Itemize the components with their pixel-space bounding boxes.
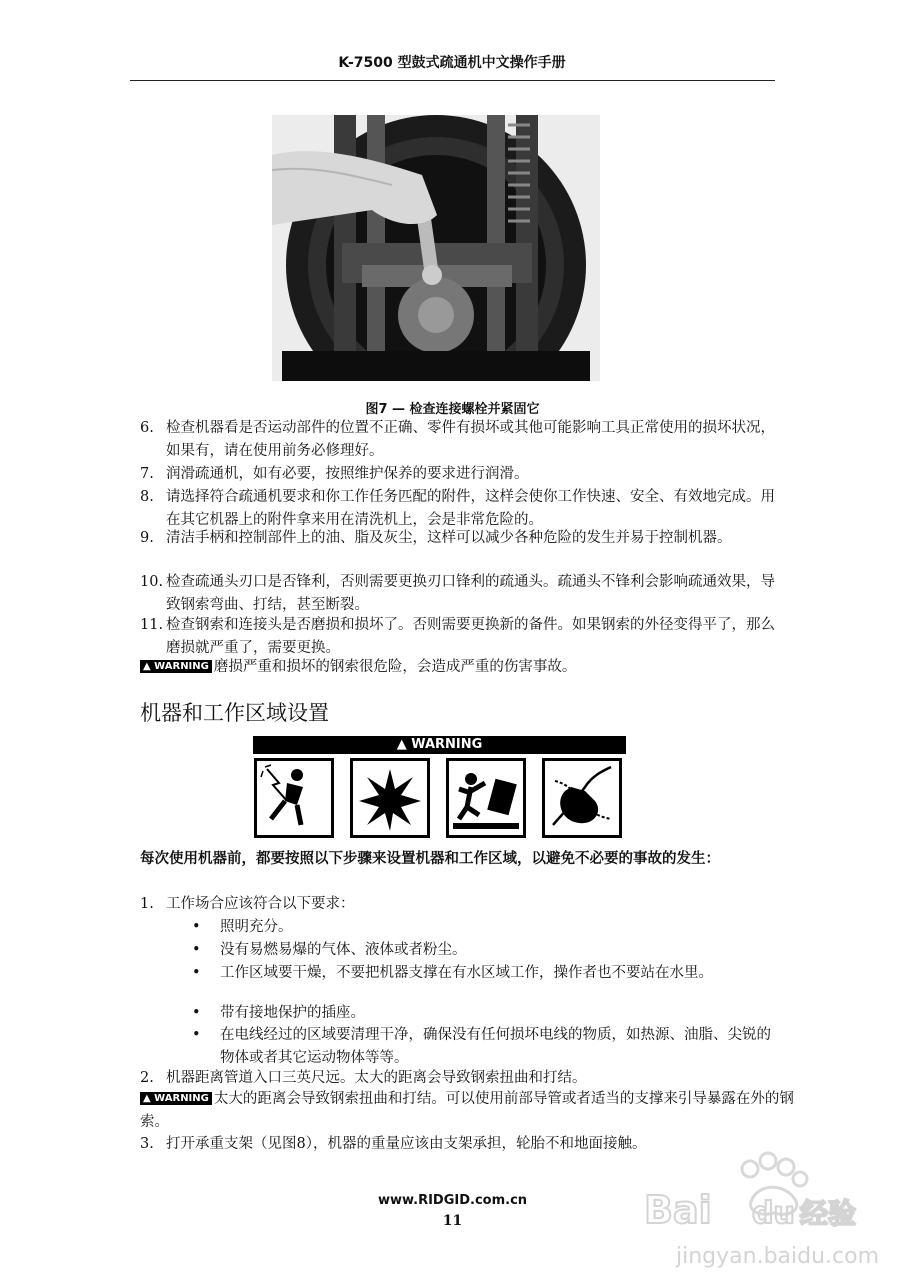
warning-note: [140, 1088, 800, 1134]
requirement-text: 照明充分。: [220, 919, 293, 935]
requirement-text: 工作区域要干燥，不要把机器支撑在有水区域工作，操作者也不要站在水里。: [220, 965, 713, 981]
explosion-icon: [350, 758, 430, 838]
list-number: 9.: [140, 530, 154, 546]
list-text: 请选择符合疏通机要求和你工作任务匹配的附件，这样会使你工作快速、安全、有效地完成。用在其它机器上的附件拿来用在清洗机上，会是非常危险的。: [166, 489, 775, 528]
list-item: [140, 417, 780, 463]
bullet-icon: •: [192, 1005, 201, 1021]
requirement-item: [192, 939, 772, 962]
figure-caption: 图7 — 检查连接螺栓并紧固它: [365, 402, 540, 417]
list-text: 润滑疏通机，如有必要，按照维护保养的要求进行润滑。: [166, 466, 529, 482]
warning-text: 磨损严重和损坏的钢索很危险，会造成严重的伤害事故。: [213, 659, 577, 675]
warning-badge-label: WARNING: [154, 1093, 209, 1104]
warning-note: [140, 656, 800, 679]
bullet-icon: •: [192, 965, 201, 981]
list-item: [140, 571, 780, 617]
list-text: 检查钢索和连接头是否磨损和损坏了。否则需要更换新的备件。如果钢索的外径变得平了，那么磨损就严重了，需要更换。: [166, 617, 775, 656]
list-number: 1.: [140, 896, 154, 912]
section-title: 机器和工作区域设置: [140, 701, 329, 725]
list-item: [140, 1067, 780, 1090]
trip-fall-icon: [446, 758, 526, 838]
list-item: [140, 614, 780, 660]
figure-7-photo: [272, 115, 600, 381]
list-item: [140, 463, 780, 486]
footer-url: www.RIDGID.com.cn: [377, 1193, 528, 1208]
svg-text:jingyan.baidu.com: jingyan.baidu.com: [676, 1244, 880, 1269]
setup-intro: 每次使用机器前，都要按照以下步骤来设置机器和工作区域，以避免不必要的事故的发生：: [140, 850, 720, 867]
list-text: 打开承重支架（见图8），机器的重量应该由支架承担，轮胎不和地面接触。: [166, 1136, 647, 1152]
requirement-item: [192, 1024, 772, 1070]
warning-banner: ▲ WARNING: [253, 736, 626, 754]
list-text: 检查疏通头刃口是否锋利，否则需要更换刃口锋利的疏通头。疏通头不锋利会影响疏通效果，导致钢索弯曲、打结，甚至断裂。: [166, 574, 775, 613]
bullet-icon: •: [192, 1027, 201, 1043]
svg-text:经验: 经验: [800, 1197, 857, 1230]
entanglement-icon: [542, 758, 622, 838]
warning-badge: ▲ WARNING: [140, 1092, 212, 1105]
page-number: 11: [442, 1213, 463, 1229]
electric-shock-icon: [254, 758, 334, 838]
requirement-item: [192, 916, 772, 939]
warning-text: 太大的距离会导致钢索扭曲和打结。可以使用前部导管或者适当的支撑来引导暴露在外的钢索。: [140, 1091, 794, 1130]
list-number: 3.: [140, 1136, 154, 1152]
requirement-item: [192, 962, 772, 985]
list-text: 工作场合应该符合以下要求：: [166, 896, 355, 912]
list-text: 机器距离管道入口三英尺远。太大的距离会导致钢索扭曲和打结。: [166, 1070, 587, 1086]
svg-text:du: du: [752, 1196, 795, 1231]
warning-badge: ▲ WARNING: [140, 660, 212, 673]
requirement-text: 带有接地保护的插座。: [220, 1005, 365, 1021]
requirement-item: [192, 1002, 772, 1025]
warning-badge-label: WARNING: [154, 661, 209, 672]
list-number: 7.: [140, 466, 154, 482]
list-item: [140, 527, 780, 550]
list-number: 11.: [140, 617, 164, 633]
list-number: 6.: [140, 420, 154, 436]
list-number: 10.: [140, 574, 164, 590]
list-number: 2.: [140, 1070, 154, 1086]
requirement-text: 没有易燃易爆的气体、液体或者粉尘。: [220, 942, 467, 958]
list-text: 检查机器看是否运动部件的位置不正确、零件有损坏或其他可能影响工具正常使用的损坏状况，如果有，请在使用前务必修理好。: [166, 420, 775, 459]
baidu-watermark-logo: [640, 1145, 880, 1275]
header-divider: [130, 80, 775, 81]
list-number: 8.: [140, 489, 154, 505]
bullet-icon: •: [192, 942, 201, 958]
bullet-icon: •: [192, 919, 201, 935]
list-text: 清洁手柄和控制部件上的油、脂及灰尘，这样可以减少各种危险的发生并易于控制机器。: [166, 530, 732, 546]
list-item: [140, 893, 780, 916]
document-header-title: K-7500 型鼓式疏通机中文操作手册: [338, 55, 566, 71]
requirement-text: 在电线经过的区域要清理干净，确保没有任何损坏电线的物质，如热源、油脂、尖锐的物体或者其它运动物体等等。: [220, 1027, 771, 1066]
svg-text:Bai: Bai: [644, 1188, 712, 1232]
warning-banner-label: WARNING: [411, 737, 483, 752]
list-item: [140, 486, 780, 532]
